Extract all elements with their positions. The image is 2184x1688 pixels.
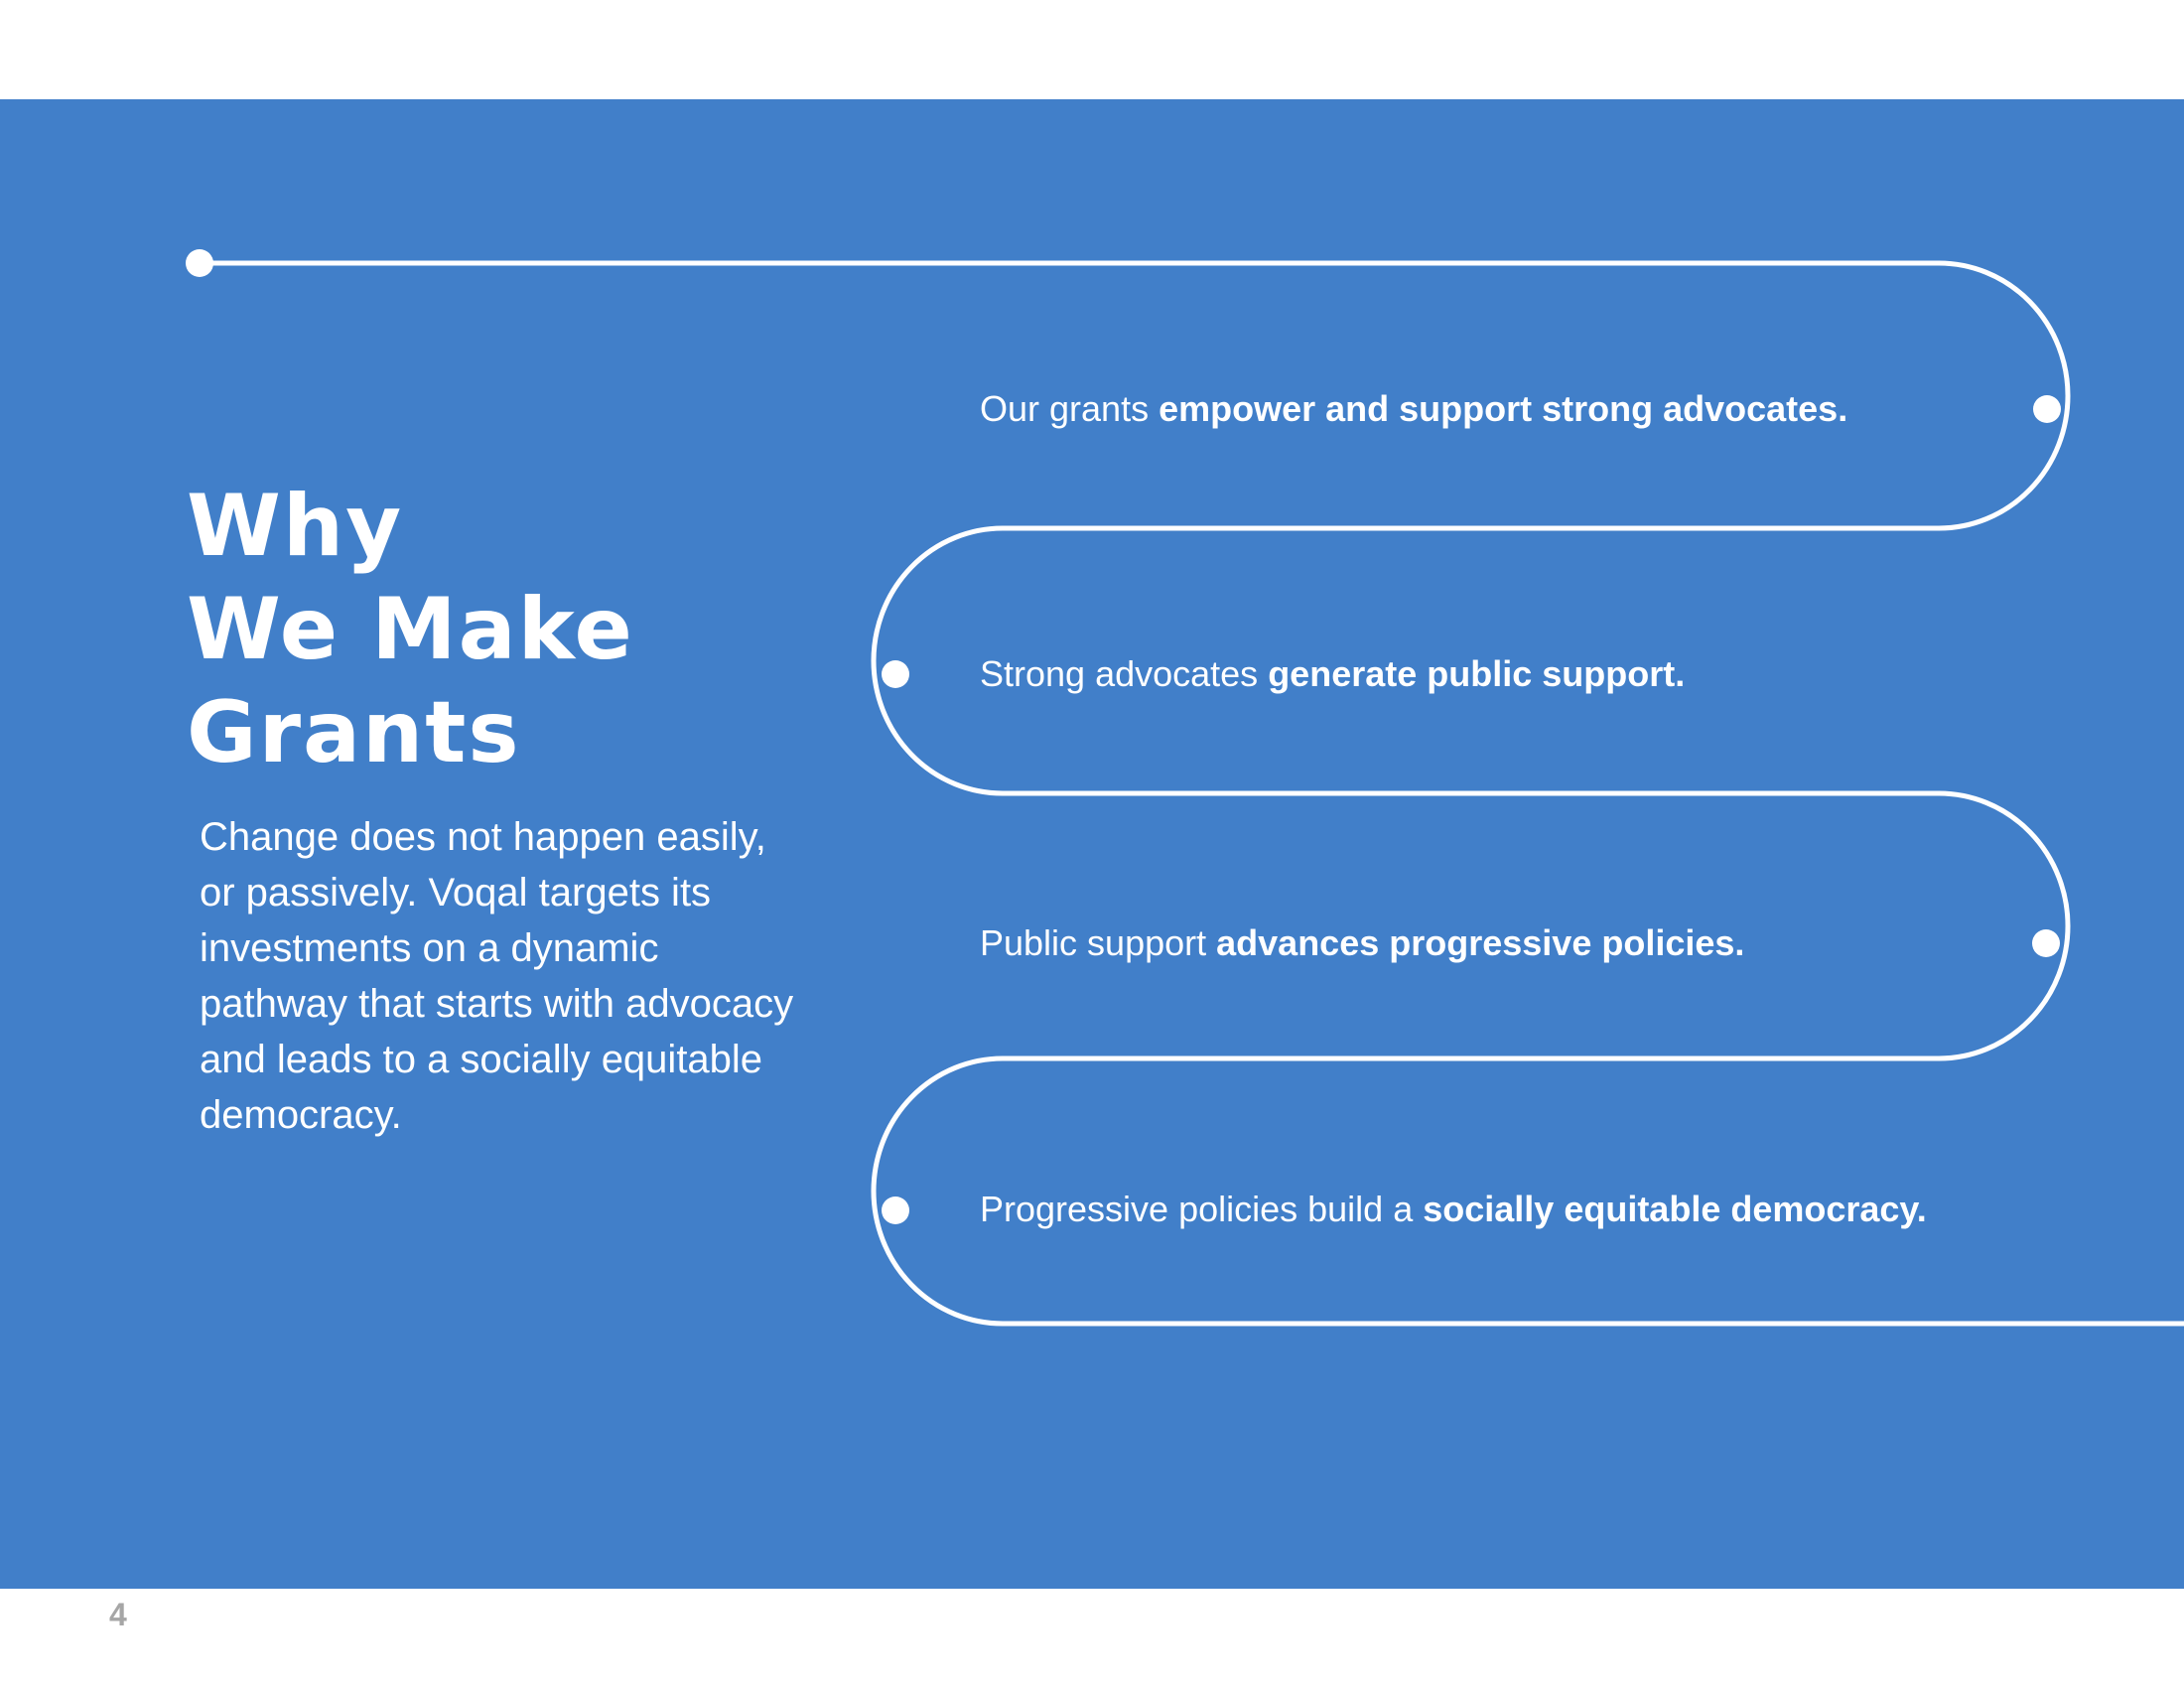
step-4-text: Progressive policies build a [980,1189,1424,1229]
step-2-emphasis: generate public support. [1268,653,1686,694]
step-1-text: Our grants [980,388,1160,429]
pathway-step-3 [980,921,2092,965]
pathway-step-1 [980,387,2092,431]
page-number: 4 [109,1597,127,1632]
pathway-step-2 [980,652,2092,696]
page-title [187,475,634,784]
step-1-emphasis: empower and support strong advocates. [1159,388,1848,429]
title-line-2: We Make [187,580,634,679]
title-line-3: Grants [187,683,521,782]
pathway-dot-2 [882,660,909,688]
intro-paragraph: Change does not happen easily, or passively. Voqal targets its investments on a dynamic pathway that starts with advocacy and leads to a socially equitable democracy. [200,815,794,1137]
step-2-text: Strong advocates [980,653,1269,694]
pathway-start-dot [186,249,213,277]
step-4-emphasis: socially equitable democracy. [1423,1189,1927,1229]
title-line-1: Why [187,477,404,576]
pathway-dot-4 [882,1196,909,1224]
step-3-emphasis: advances progressive policies. [1216,922,1745,963]
pathway-step-4 [980,1188,2092,1231]
step-3-text: Public support [980,922,1217,963]
